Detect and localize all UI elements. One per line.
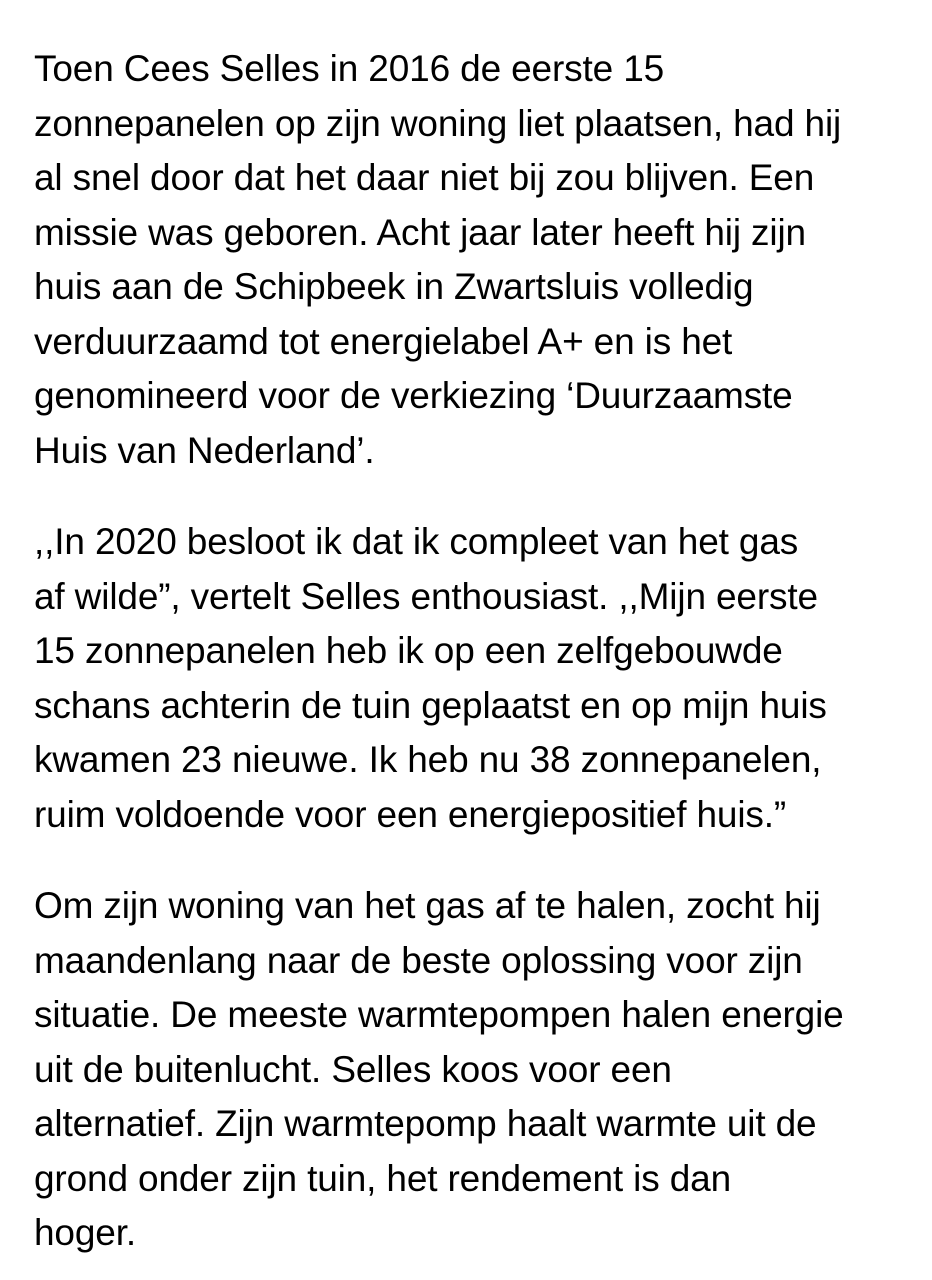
text-line: alternatief. Zijn warmtepomp haalt warmte uit de: [34, 1103, 817, 1144]
text-line: schans achterin de tuin geplaatst en op mijn huis: [34, 684, 827, 726]
paragraph-quote: [34, 515, 912, 842]
paragraph-intro: [34, 42, 912, 478]
text-line: uit de buitenlucht. Selles koos voor een: [34, 1048, 672, 1090]
text-line: Om zijn woning van het gas af te halen, zocht hij: [34, 885, 821, 926]
text-line: af wilde”, vertelt Selles enthousiast. ,,Mijn eerste: [34, 575, 818, 617]
text-line: maandenlang naar de beste oplossing voor zijn: [34, 939, 803, 981]
text-line: genomineerd voor de verkiezing ‘Duurzaamste: [34, 375, 793, 416]
text-line: Huis van Nederland’.: [34, 429, 375, 471]
text-line: hoger.: [34, 1212, 136, 1253]
text-line: ruim voldoende voor een energiepositief huis.”: [34, 793, 787, 835]
paragraph-spacer: [34, 478, 912, 515]
text-line: al snel door dat het daar niet bij zou blijven. Een: [34, 157, 815, 198]
text-line: situatie. De meeste warmtepompen halen energie: [34, 994, 844, 1035]
text-line: verduurzaamd tot energielabel A+ en is het: [34, 320, 733, 362]
text-line: 15 zonnepanelen heb ik op een zelfgebouwde: [34, 630, 783, 671]
text-line: grond onder zijn tuin, het rendement is dan: [34, 1157, 732, 1199]
text-line: huis aan de Schipbeek in Zwartsluis volledig: [34, 266, 754, 307]
text-line: missie was geboren. Acht jaar later heeft hij zijn: [34, 211, 806, 253]
text-line: Toen Cees Selles in 2016 de eerste 15: [34, 48, 665, 89]
text-line: kwamen 23 nieuwe. Ik heb nu 38 zonnepanelen,: [34, 739, 822, 780]
paragraph-spacer: [34, 842, 912, 879]
text-line: zonnepanelen op zijn woning liet plaatsen, had hij: [34, 102, 842, 144]
text-line: ,,In 2020 besloot ik dat ik compleet van het gas: [34, 521, 799, 562]
paragraph-heatpump: [34, 879, 912, 1261]
